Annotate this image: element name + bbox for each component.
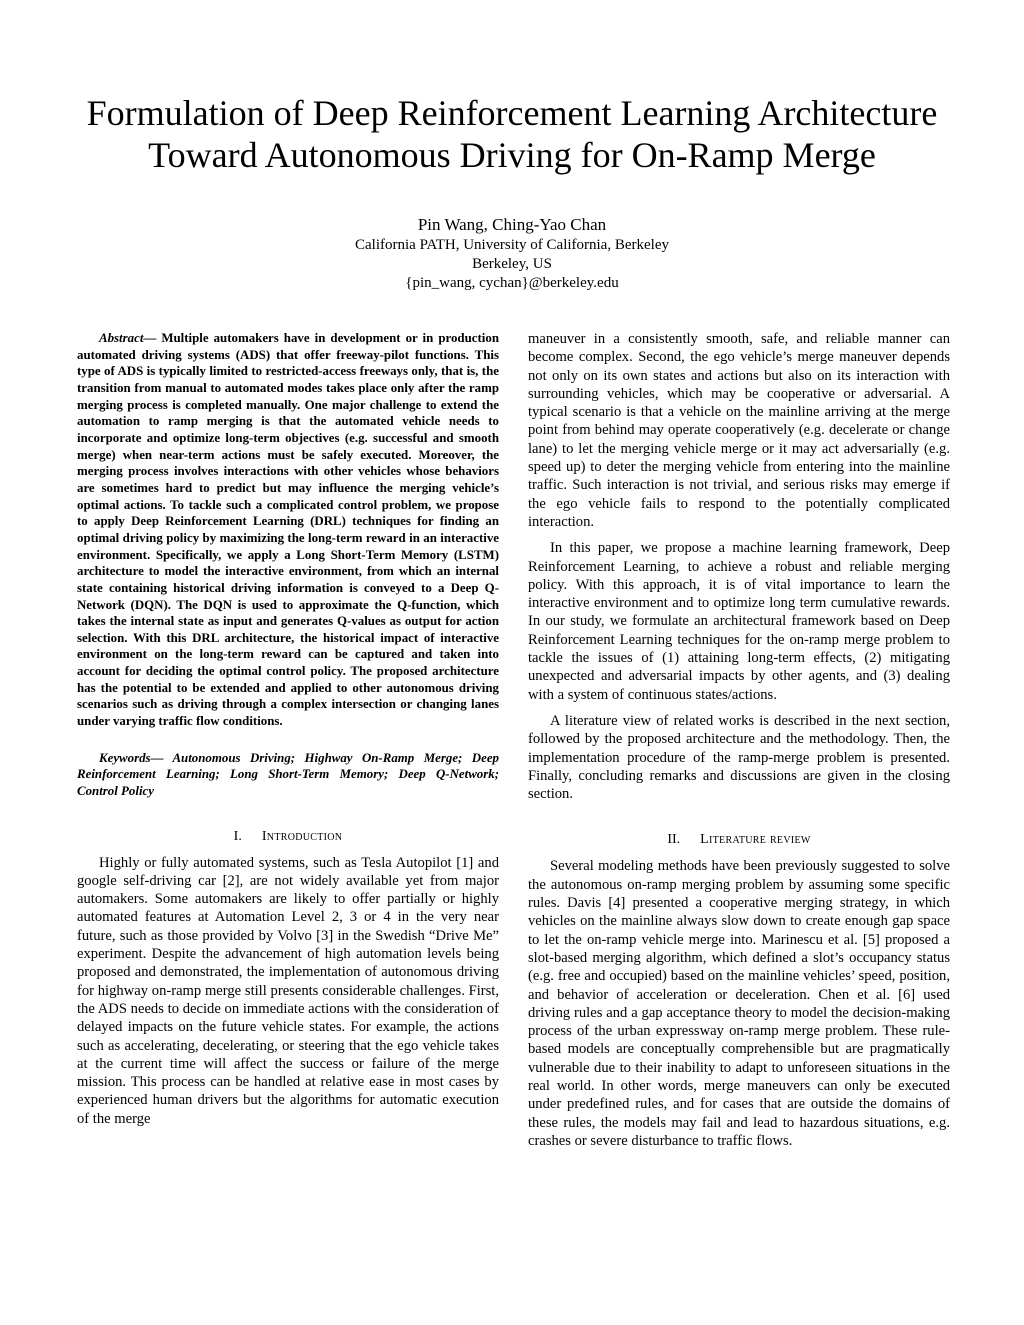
paper-title bbox=[40, 92, 984, 176]
author-names: Pin Wang, Ching-Yao Chan bbox=[417, 215, 607, 234]
keywords-text: — Autonomous Driving; Highway On-Ramp Merge; Deep Reinforcement Learning; Long Short-Term Memory; Deep Q-Network; Control Policy bbox=[77, 750, 499, 798]
affiliation-line-2: Berkeley, US bbox=[472, 256, 552, 272]
section-heading-literature-review bbox=[528, 831, 950, 849]
paragraph: Highly or fully automated systems, such as Tesla Autopilot [1] and google self-driving car [2], are not widely available yet from major automakers. Some automakers are likely to offer partially or highly automated features at Automation Level 2, 3 or 4 in the very near future, such as those provided by Volvo [3] in the Swedish “Drive Me” experiment. Despite the advancement of high automation levels being proposed and demonstrated, the implementation of autonomous driving for highway on-ramp merge still presents considerable challenges. First, the ADS needs to decide on immediate actions with the consideration of delayed impacts on the future vehicle states. For example, the actions such as accelerating, decelerating, or steering that the ego vehicle takes at the current time will affect the success or failure of the merge mission. This process can be handled at relative ease in most cases by experienced human drivers but the algorithms for automatic execution of the merge bbox=[77, 854, 499, 1127]
left-column bbox=[77, 330, 499, 1136]
abstract-text: — Multiple automakers have in development or in production automated driving systems (ADS) that offer freeway-pilot functions. This type of ADS is typically limited to restricted-access freeways only, that is, the transition from manual to automated modes takes place only after the ramp merging process is completed manually. One major challenge to extend the automation to ramp merging is that the automated vehicle needs to incorporate and optimize long-term objectives (e.g. successful and smooth merge) when near-term actions must be safely executed. Moreover, the merging process involves interactions with other vehicles whose behaviors are sometimes hard to predict but may influence the merging vehicle’s optimal actions. To tackle such a complicated control problem, we propose to apply Deep Reinforcement Learning (DRL) techniques for finding an optimal driving policy by maximizing the long-term reward in an interactive environment. Specifically, we apply a Long Short-Term Memory (LSTM) architecture to model the interactive environment, from which an internal state containing historical driving information is conveyed to a Deep Q-Network (DQN). The DQN is used to approximate the Q-function, which takes the internal state as input and generates Q-values as output for action selection. With this DRL architecture, the historical impact of interactive environment on the long-term reward can be captured and taken into account for deciding the optimal control policy. The proposed architecture has the potential to be extended and applied to other autonomous driving scenarios such as driving through a complex intersection or changing lanes under varying traffic flow conditions. bbox=[77, 331, 499, 729]
title-line-2: Toward Autonomous Driving for On-Ramp Merge bbox=[148, 135, 876, 175]
section-heading-introduction bbox=[77, 828, 499, 846]
paragraph: In this paper, we propose a machine learning framework, Deep Reinforcement Learning, to achieve a robust and reliable merging policy. With this approach, it is of vital importance to learn the interactive environment and to optimize long term cumulative rewards. In our study, we formulate an architectural framework based on Deep Reinforcement Learning techniques for the on-ramp merge problem to tackle the issues of (1) attaining long-term effects, (2) mitigating unexpected and adversarial impacts by other agents, and (3) dealing with a system of continuous states/actions. bbox=[528, 540, 950, 703]
section-title: Literature review bbox=[700, 832, 811, 848]
author-emails: {pin_wang, cychan}@berkeley.edu bbox=[405, 275, 619, 291]
title-line-1: Formulation of Deep Reinforcement Learning Architecture bbox=[86, 93, 938, 133]
section-title: Introduction bbox=[261, 828, 343, 844]
paragraph: Several modeling methods have been previously suggested to solve the autonomous on-ramp merging problem by assuming some specific rules. Davis [4] presented a cooperative merging strategy, in which vehicles on the mainline always slow down to create enough gap space to let the on-ramp vehicle merge into. Marinescu et al. [5] proposed a slot-based merging algorithm, which defined a slot’s occupancy status (e.g. free and occupied) based on the mainline vehicles’ speed, position, and behavior of acceleration or deceleration. Chen et al. [6] used driving rules and a gap acceptance theory to model the decision-making process of the urban expressway on-ramp merge problem. These rule-based models are conceptually comprehensible but are pragmatically vulnerable due to their inability to adapt to unforeseen situations in the real world. In other words, merge maneuvers can only be executed under predefined rules, and for cases that are outside the domains of these rules, the models may fail and lead to hazardous situations, e.g. crashes or severe disturbance to traffic flows. bbox=[528, 858, 950, 1149]
section-number: I. bbox=[233, 828, 242, 844]
paragraph: A literature view of related works is described in the next section, followed by the proposed architecture and the methodology. Then, the implementation procedure of the ramp-merge problem is presented. Finally, concluding remarks and discussions are given in the closing section. bbox=[528, 712, 950, 803]
abstract bbox=[77, 330, 499, 730]
right-column bbox=[528, 330, 950, 1158]
section-number: II. bbox=[667, 832, 681, 848]
author-block bbox=[0, 214, 1024, 293]
keywords-label: Keywords bbox=[99, 750, 151, 765]
keywords bbox=[77, 750, 499, 800]
abstract-label: Abstract bbox=[99, 331, 144, 345]
affiliation-line-1: California PATH, University of California, Berkeley bbox=[355, 237, 669, 253]
paragraph-continued: maneuver in a consistently smooth, safe, and reliable manner can become complex. Second, the ego vehicle’s merge maneuver depends not only on its own states and actions but also on its interaction with surrounding vehicles, which may be cooperative or adversarial. A typical scenario is that a vehicle on the mainline arriving at the merge point from behind may operate cooperatively (e.g. decelerate or change lane) to let the merging vehicle merge or it may act adversarially (e.g. speed up) to deter the merging vehicle from entering into the mainline traffic. Such interaction is not trivial, and serious risks may emerge if the ego vehicle fails to respond to the potentially complicated interaction. bbox=[528, 331, 950, 530]
